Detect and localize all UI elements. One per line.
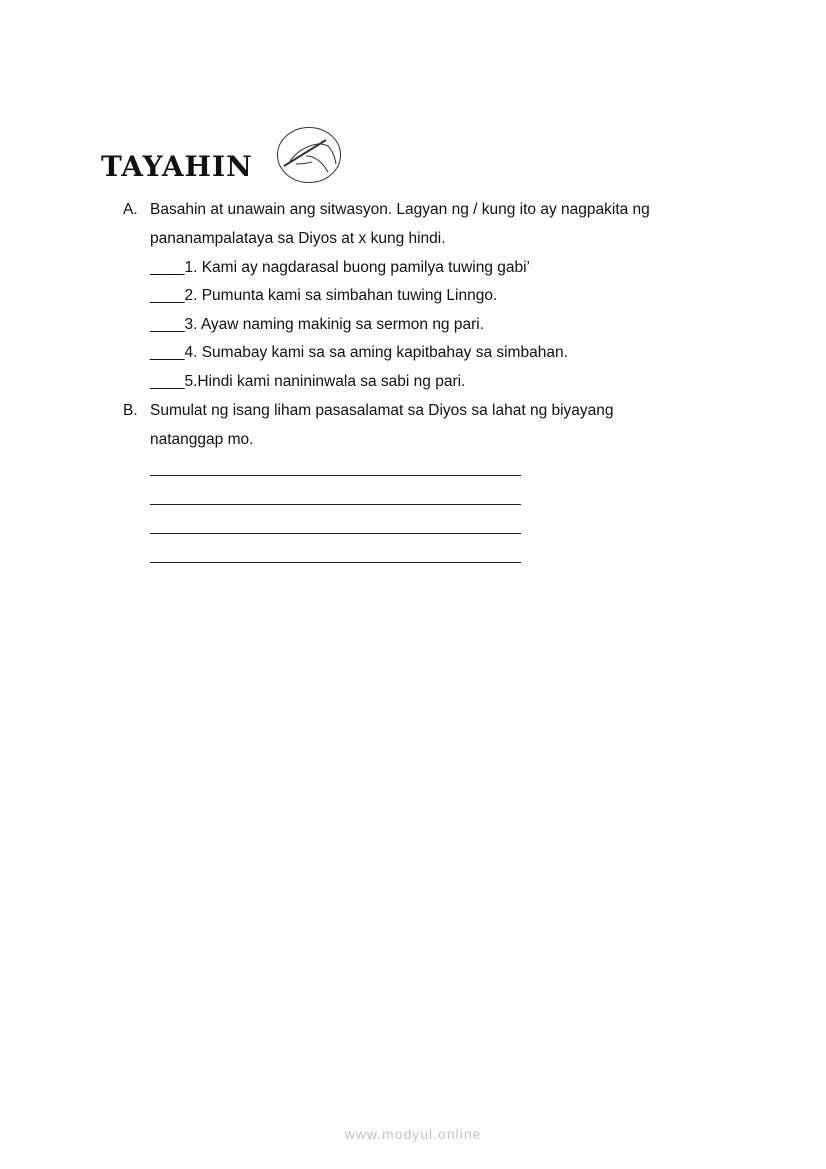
list-item: ____2. Pumunta kami sa simbahan tuwing Linngo. xyxy=(150,287,498,304)
section-a-instruction: Basahin at unawain ang sitwasyon. Lagyan ng / kung ito ay nagpakita ng xyxy=(150,201,650,218)
answer-line[interactable] xyxy=(150,562,521,563)
list-item: ____5.Hindi kami nanininwala sa sabi ng pari. xyxy=(150,373,466,390)
answer-line[interactable] xyxy=(150,475,521,476)
answer-line[interactable] xyxy=(150,533,521,534)
list-item: ____3. Ayaw naming makinig sa sermon ng pari. xyxy=(150,316,485,333)
list-item: ____1. Kami ay nagdarasal buong pamilya tuwing gabi’ xyxy=(150,259,530,276)
list-item: ____4. Sumabay kami sa sa aming kapitbahay sa simbahan. xyxy=(150,344,568,361)
watermark: www.modyul.online xyxy=(344,1126,482,1142)
hand-writing-icon xyxy=(276,126,342,184)
section-b-instruction: Sumulat ng isang liham pasasalamat sa Diyos sa lahat ng biyayang xyxy=(150,402,614,419)
section-a-label: A. xyxy=(123,201,138,218)
section-b-instruction: natanggap mo. xyxy=(150,431,254,448)
section-a-instruction: pananampalataya sa Diyos at x kung hindi. xyxy=(150,230,446,247)
section-b-label: B. xyxy=(123,402,138,419)
page-title: TAYAHIN xyxy=(101,150,253,183)
answer-line[interactable] xyxy=(150,504,521,505)
